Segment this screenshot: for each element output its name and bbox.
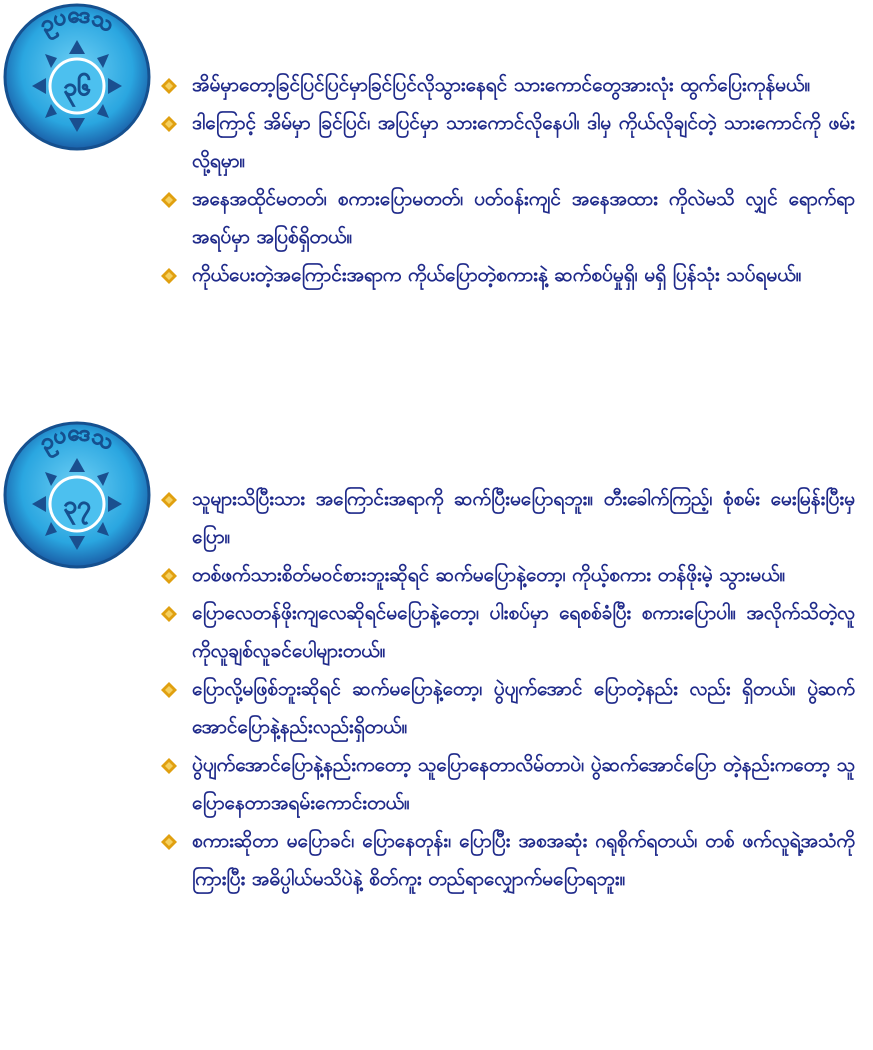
item-text: သူများသိပြီးသား အကြောင်းအရာကို ဆက်ပြီးမပြောရဘူး။ တီးခေါက်ကြည့်၊ စုံစမ်း မေးမြန်းပြီးမှပြော။ [192,488,855,548]
diamond-bullet-icon [160,833,178,851]
diamond-bullet-icon [160,115,178,133]
diamond-bullet-icon [160,77,178,95]
compass-sun-icon [2,420,152,570]
badge-number: ၃၇ [63,491,91,519]
list-item [160,822,855,898]
list-item [160,556,855,594]
diamond-bullet-icon [160,681,178,699]
item-text: ကိုယ်ပေးတဲ့အကြောင်းအရာက ကိုယ်ပြောတဲ့စကားနဲ့ ဆက်စပ်မှုရှိ၊ မရှိ ပြန်သုံး သပ်ရမယ်။ [192,264,802,286]
badge-number: ၃၆ [63,73,91,101]
list-item [160,104,855,180]
list-item [160,256,855,294]
item-text: ပြောလို့မဖြစ်ဘူးဆိုရင် ဆက်မပြောနဲ့တော့၊ ပွဲပျက်အောင် ပြောတဲ့နည်း လည်း ရှိတယ်။ ပွဲဆက်အောင်ပြောနဲ့နည်းလည်းရှိတယ်။ [192,678,855,738]
list-item [160,670,855,746]
diamond-bullet-icon [160,491,178,509]
compass-sun-icon [2,2,152,152]
item-text: ဒါကြောင့် အိမ်မှာ ခြင်ပြင်၊ အပြင်မှာ သားကောင်လိုနေပါ၊ ဒါမှ ကိုယ်လိုချင်တဲ့ သားကောင်ကို ဖမ်းလို့ရမှာ။ [192,112,855,172]
item-text: ပွဲပျက်အောင်ပြောနဲ့နည်းကတော့ သူပြောနေတာလိမ်တာပဲ၊ ပွဲဆက်အောင်ပြော တဲ့နည်းကတော့ သူပြောနေတာအရမ်းကောင်းတယ်။ [192,754,855,814]
diamond-bullet-icon [160,605,178,623]
item-text: အနေအထိုင်မတတ်၊ စကားပြောမတတ်၊ ပတ်ဝန်းကျင် အနေအထား ကိုလဲမသိ လျှင် ရောက်ရာအရပ်မှာ အပြစ်ရှိတယ်။ [192,188,855,248]
rule-list [160,480,855,898]
diamond-bullet-icon [160,567,178,585]
list-item [160,594,855,670]
item-text: တစ်ဖက်သားစိတ်မဝင်စားဘူးဆိုရင် ဆက်မပြောနဲ့တော့၊ ကိုယ့်စကား တန်ဖိုးမဲ့ သွားမယ်။ [192,564,786,586]
badge-title: ဥပဒေသ [35,420,118,457]
list-item [160,746,855,822]
list-item [160,480,855,556]
list-item [160,180,855,256]
rule-badge [2,2,152,152]
item-text: စကားဆိုတာ မပြောခင်၊ ပြောနေတုန်း၊ ပြောပြီး အစအဆုံး ဂရုစိုက်ရတယ်၊ တစ် ဖက်လူရဲ့အသံကိုကြားပြီး အဓိပ္ပါယ်မသိပဲနဲ့ စိတ်ကူး တည်ရာလျှောက်မပြောရဘူး။ [192,830,855,890]
badge-title: ဥပဒေသ [35,2,118,39]
list-item [160,66,855,104]
item-text: အိမ်မှာတော့ခြင်ပြင်ပြင်မှာခြင်ပြင်လိုသွားနေရင် သားကောင်တွေအားလုံး ထွက်ပြေးကုန်မယ်။ [192,74,811,96]
diamond-bullet-icon [160,757,178,775]
rule-badge [2,420,152,570]
item-text: ပြောလေတန်ဖိုးကျလေဆိုရင်မပြောနဲ့တော့၊ ပါးစပ်မှာ ရေစစ်ခံပြီး စကားပြောပါ။ အလိုက်သိတဲ့လူကိုလူချစ်လူခင်ပေါများတယ်။ [192,602,855,662]
diamond-bullet-icon [160,267,178,285]
rule-list [160,66,855,294]
diamond-bullet-icon [160,191,178,209]
